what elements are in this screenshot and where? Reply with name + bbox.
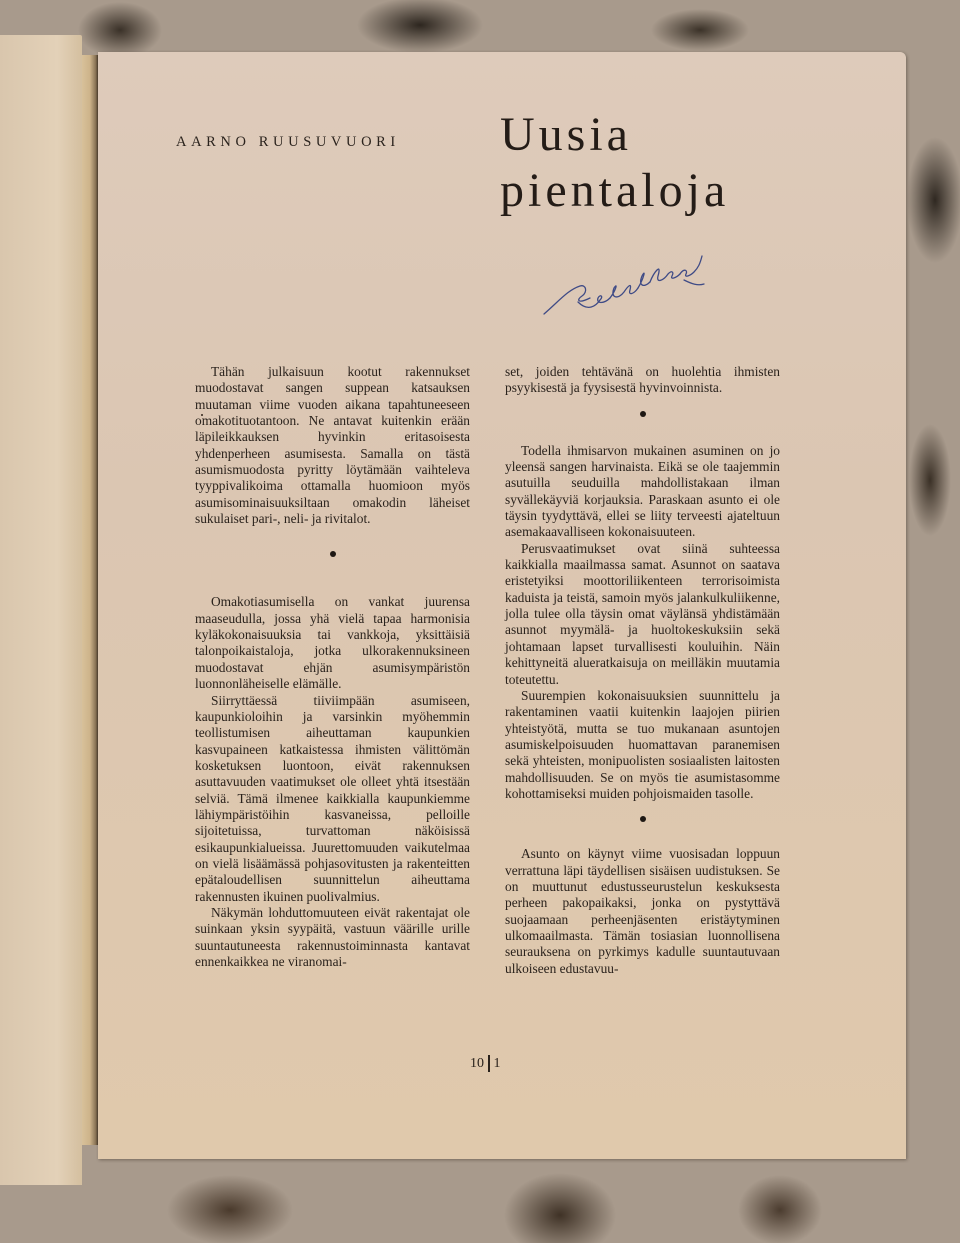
paragraph-continuation: set, joiden tehtävänä on huolehtia ihmisten psyykisestä ja fyysisestä hyvinvoinnista.: [505, 364, 780, 396]
paragraph: Omakotiasumisella on vankat juurensa maaseudulla, jossa yhä vielä tapaa harmonisia kyläkokonaisuuksia tai vankkoja, yksittäisiä talonpoikaistaloja, jotka ulkorakennuksineen muodostavat ehjän asumisympäristön luonnonläheiselle elämälle.: [195, 594, 470, 692]
text-column-left: [195, 364, 470, 970]
paragraph: Näkymän lohduttomuuteen eivät rakentajat ole suinkaan yksin syypäitä, vastuun väärille urille suuntautuneesta rakennustoiminnasta kantavat ennenkaikkea ne viranomai-: [195, 904, 470, 969]
text-column-right: [505, 364, 780, 977]
paragraph: Todella ihmisarvon mukainen asuminen on jo yleensä sangen harvinaista. Eikä se ole taajemmin asutuilla seuduilla mahdollistakaan ilman syvällekäyviä korjauksia. Paraskaan asunto ei ole täysin tyydyttävä, ellei se liity terveesti ajateltuun asemakaavalliseen kokonaisuuteen.: [505, 442, 780, 540]
article-title: [500, 107, 729, 219]
title-line-2: pientaloja: [500, 164, 730, 217]
book-spine: [82, 55, 98, 1145]
author-name: AARNO RUUSUVUORI: [176, 134, 400, 150]
page-number-divider: [488, 1055, 490, 1072]
paragraph: Tähän julkaisuun kootut rakennukset muodostavat sangen suppean katsauksen muutaman viime vuoden aikana tapahtuneeseen omakotituotantoon. Ne antavat kuitenkin erään läpileikkauksen hyvinkin eritasoisesta yhdenperheen asumisesta. Samalla on tästä asumismuodosta pyritty löytämään vaihteleva tyyppivalikoima ottamalla huomioon myös asumisominaisuuksiltaan omakodin läheiset sukulaiset pari-, neli- ja rivitalot.: [195, 364, 470, 527]
paragraph: Siirryttäessä tiiviimpään asumiseen, kaupunkioloihin ja varsinkin myöhemmin teollistumisen aiheuttaman kaupunkien kasvupaineen katkaistessa ihmisten välittömän kosketuksen luontoon, eivät rakennuksen asuttavuuden vaatimukset ole olleet yhtä itsestään selviä. Tämä ilmenee kaikkialla kaupunkiemme lähiympäristöihin kasvaneissa, pelloille sijoitetuissa, turvattoman näköisissä esikaupunkialueissa. Juurettomuuden vaikutelmaa on vielä lisäämässä pohjasovitusten ja rakenteitten epätaloudellisen suunnittelun aiheuttama rakennusten ikuinen puolivalmius.: [195, 692, 470, 904]
title-line-1: Uusia: [500, 108, 632, 161]
page-number: [470, 1055, 501, 1072]
magazine-page: [98, 52, 906, 1159]
paragraph: Suurempien kokonaisuuksien suunnittelu ja rakentaminen vaatii kuitenkin laajojen piirien yhteistyötä, mutta se tuo mukanaan asuntojen asumiskelpoisuuden huomattavan paranemisen sekä yhteisten, monipuolisten sosiaalisten laitosten mahdollisuuden. Se on myös tie asumistasomme kohottamiseksi muiden pohjoismaiden tasolle.: [505, 687, 780, 801]
handwritten-signature: [538, 242, 718, 322]
left-facing-page: [0, 35, 82, 1185]
paragraph: Asunto on käynyt viime vuosisadan loppuun verrattuna läpi täydellisen sisäisen uudistuksen. Se on muuttunut edustusseurustelun keskuksesta perheen pakopaikaksi, jonka on pystyttävä suojaamaan perheenjäsenten eristäytyminen ulkomaailmasta. Tämän tosiasian luonnollisena seurauksena on pyrkimys kadulle suuntautuvaan ulkoiseen edustavuu-: [505, 846, 780, 976]
page-number-right: 1: [493, 1055, 501, 1071]
paragraph: Perusvaatimukset ovat siinä suhteessa kaikkialla maailmassa samat. Asunnot on saatava eristetyiksi moottoriliikenteen terrorisoimista kaduista ja teistä, samoin myös jalankulkuliikenne, jolla tulee olla täysin omat väylänsä yhdistämään asunnot myymälä- ja huoltokeskuksiin sekä johtamaan lapset turvallisesti kouluihin. Näin kehittyneitä alueratkaisuja on meilläkin muutamia toteutettu.: [505, 540, 780, 687]
page-number-left: 10: [470, 1055, 484, 1071]
